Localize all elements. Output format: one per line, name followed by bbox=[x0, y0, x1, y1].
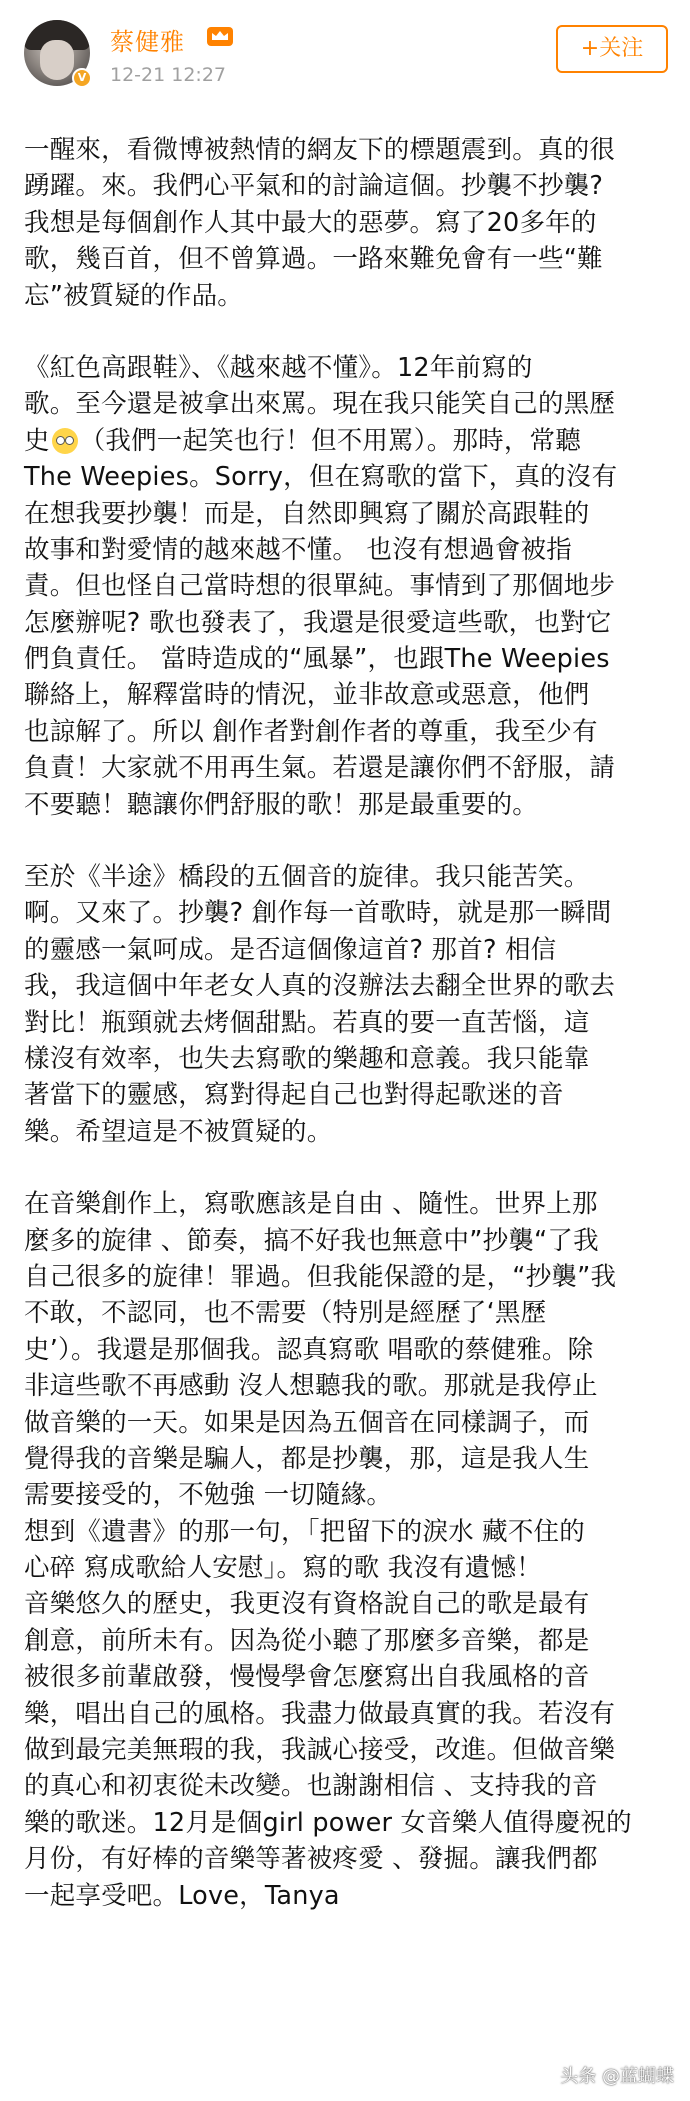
text-line: 被很多前輩啟發，慢慢學會怎麼寫出自我風格的音 bbox=[24, 1662, 590, 1693]
follow-button[interactable]: +关注 bbox=[556, 25, 668, 73]
text-line: 一醒來，看微博被熱情的網友下的標題震到。真的很 bbox=[24, 135, 616, 165]
text-line: 覺得我的音樂是騙人，都是抄襲，那，這是我人生 bbox=[24, 1443, 590, 1474]
watermark: 头条 @蓝蝴蝶 bbox=[560, 2066, 674, 2087]
paragraph-2 bbox=[24, 350, 670, 823]
text-line: 不敢，不認同，也不需要（特別是經歷了‘黑歷 bbox=[24, 1298, 547, 1329]
text-line: 樣沒有效率，也失去寫歌的樂趣和意義。我只能靠 bbox=[24, 1043, 590, 1074]
text-line: 也諒解了。所以 創作者對創作者的尊重，我至少有 bbox=[24, 716, 598, 747]
post-timestamp: 12-21 12:27 bbox=[110, 64, 227, 86]
text-line: 麼多的旋律 、節奏，搞不好我也無意中”抄襲“了我 bbox=[24, 1225, 599, 1256]
text-line: 想到《遺書》的那一句，「把留下的淚水 藏不住的 bbox=[24, 1516, 585, 1547]
text-line: 聯絡上，解釋當時的情況，並非故意或惡意，他們 bbox=[24, 680, 590, 711]
text-line: 在音樂創作上，寫歌應該是自由 、隨性。世界上那 bbox=[24, 1189, 598, 1220]
text-line: 們負責任。 當時造成的“風暴”，也跟The Weepies bbox=[24, 644, 610, 675]
text-line: 史’）。我還是那個我。認真寫歌 唱歌的蔡健雅。除 bbox=[24, 1334, 594, 1365]
text-line: 樂。希望這是不被質疑的。 bbox=[24, 1116, 333, 1147]
text-line: 我，我這個中年老女人真的沒辦法去翻全世界的歌去 bbox=[24, 971, 616, 1002]
text-line: 做到最完美無瑕的我，我誠心接受，改進。但做音樂 bbox=[24, 1735, 616, 1766]
eye-roll-emoji-icon bbox=[52, 428, 78, 454]
text-line: 在想我要抄襲！而是，自然即興寫了關於高跟鞋的 bbox=[24, 498, 590, 529]
text-line: 一起享受吧。Love，Tanya bbox=[24, 1880, 340, 1911]
text-line: 責。但也怪自己當時想的很單純。事情到了那個地步 bbox=[24, 571, 616, 602]
text-line: 歌。至今還是被拿出來罵。現在我只能笑自己的黑歷 bbox=[24, 389, 616, 420]
text-line: 負責！大家就不用再生氣。若還是讓你們不舒服，請 bbox=[24, 753, 616, 784]
text-line: 的靈感一氣呵成。是否這個像這首? 那首? 相信 bbox=[24, 934, 557, 965]
text-line: 自己很多的旋律！罪過。但我能保證的是，“抄襲”我 bbox=[24, 1261, 617, 1292]
text-line: 不要聽！聽讓你們舒服的歌！那是最重要的。 bbox=[24, 789, 539, 820]
text-line: 創意，前所未有。因為從小聽了那麼多音樂，都是 bbox=[24, 1625, 590, 1656]
text-line: 忘”被質疑的作品。 bbox=[24, 280, 244, 311]
text-line: 的真心和初衷從未改變。也謝謝相信 、支持我的音 bbox=[24, 1771, 598, 1802]
text-fragment: 史 bbox=[24, 425, 50, 456]
text-line: 做音樂的一天。如果是因為五個音在同樣調子，而 bbox=[24, 1407, 590, 1438]
text-line: 著當下的靈感，寫對得起自己也對得起歌迷的音 bbox=[24, 1080, 564, 1111]
text-line: 我想是每個創作人其中最大的惡夢。寫了20多年的 bbox=[24, 207, 597, 238]
text-line: 非這些歌不再感動 沒人想聽我的歌。那就是我停止 bbox=[24, 1371, 598, 1402]
text-line: 怎麼辦呢? 歌也發表了，我還是很愛這些歌，也對它 bbox=[24, 607, 612, 638]
post-header bbox=[0, 0, 690, 110]
text-line: 對比！瓶頸就去烤個甜點。若真的要一直苦惱，這 bbox=[24, 1007, 590, 1038]
text-line: 踴躍。來。我們心平氣和的討論這個。抄襲不抄襲? bbox=[24, 171, 604, 202]
text-line: 樂的歌迷。12月是個girl power 女音樂人值得慶祝的 bbox=[24, 1807, 632, 1838]
text-line: 至於《半途》橋段的五個音的旋律。我只能苦笑。 bbox=[24, 862, 590, 893]
text-line: 心碎 寫成歌給人安慰」。寫的歌 我沒有遺憾！ bbox=[24, 1553, 542, 1584]
text-fragment: （我們一起笑也行！但不用罵）。那時，常聽 bbox=[79, 425, 581, 456]
paragraph-3 bbox=[24, 859, 670, 1150]
text-line: 樂，唱出自己的風格。我盡力做最真實的我。若沒有 bbox=[24, 1698, 616, 1729]
text-line: 需要接受的，不勉強 一切隨緣。 bbox=[24, 1480, 393, 1511]
post-body bbox=[24, 132, 670, 1914]
text-line: The Weepies。Sorry，但在寫歌的當下，真的沒有 bbox=[24, 462, 618, 493]
text-line-with-emoji bbox=[24, 423, 670, 459]
paragraph-1 bbox=[24, 132, 670, 314]
paragraph-4 bbox=[24, 1186, 670, 1914]
text-line: 《紅色高跟鞋》、《越來越不懂》。12年前寫的 bbox=[24, 352, 533, 383]
avatar-face bbox=[40, 40, 74, 80]
username[interactable]: 蔡健雅 bbox=[110, 28, 185, 56]
text-line: 啊。又來了。抄襲? 創作每一首歌時，就是那一瞬間 bbox=[24, 898, 612, 929]
text-line: 音樂悠久的歷史，我更沒有資格說自己的歌是最有 bbox=[24, 1589, 590, 1620]
text-line: 歌，幾百首，但不曾算過。一路來難免會有一些“難 bbox=[24, 244, 603, 275]
text-line: 月份，有好棒的音樂等著被疼愛 、發掘。讓我們都 bbox=[24, 1844, 598, 1875]
crown-icon bbox=[206, 24, 234, 48]
text-line: 故事和對愛情的越來越不懂。 也沒有想過會被指 bbox=[24, 534, 573, 565]
verified-badge-icon: V bbox=[72, 68, 92, 88]
